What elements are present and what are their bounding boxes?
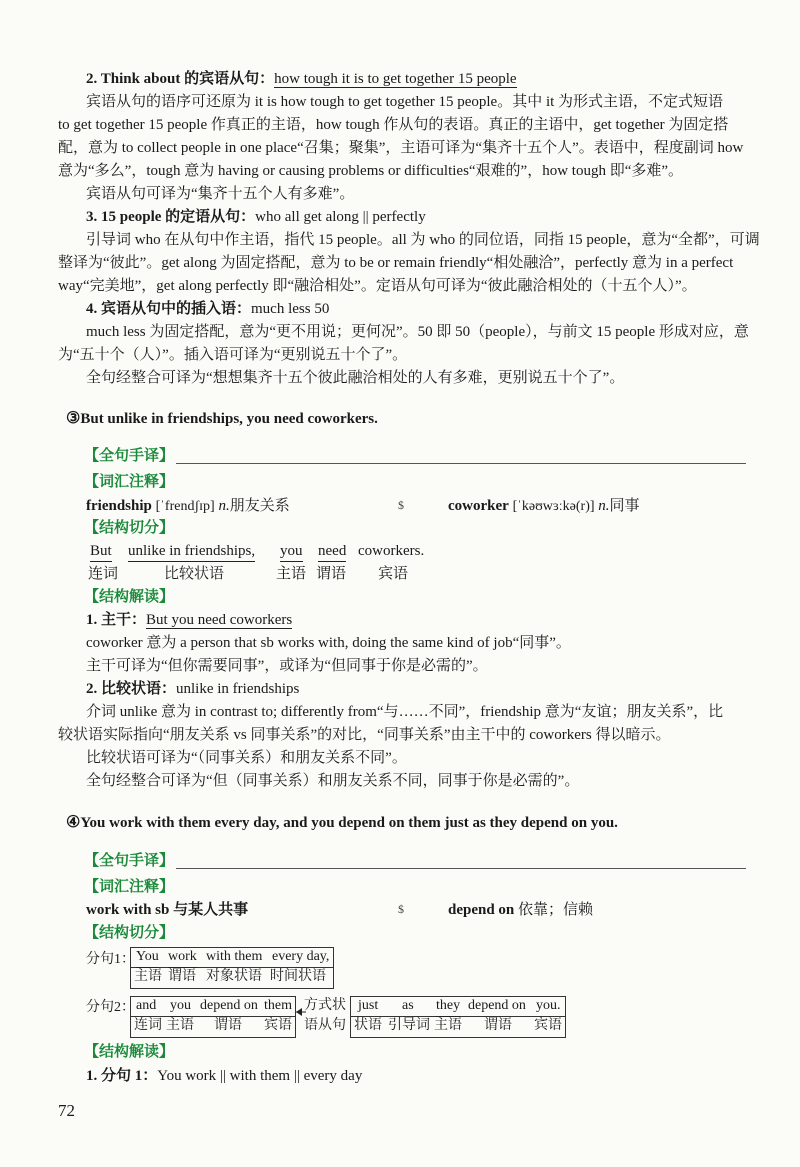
tag-structure: 【结构切分】 xyxy=(84,520,175,536)
summary-line: 全句经整合可译为“但（同事关系）和朋友关系不同，同事于你是必需的”。 xyxy=(86,773,580,789)
item3-clause: who all get along || perfectly xyxy=(255,209,426,225)
item3-para-line: 整译为“彼此”。get along 为固定搭配，意为 to be or remain friendly“相处融洽”，perfectly 意为 in a perfect xyxy=(58,255,734,271)
analysis-line: 主干可译为“但你需要同事”，或译为“但同事于你是必需的”。 xyxy=(86,658,488,674)
clause-role: 状语 xyxy=(354,1018,382,1033)
clause-role: 主语 xyxy=(434,1018,462,1033)
analysis-title: 2. 比较状语： xyxy=(86,681,177,697)
struct-role: 主语 xyxy=(276,566,307,582)
sentence4-text: You work with them every day, and you depend on them just as they depend on you. xyxy=(80,815,618,831)
struct-word: coworkers. xyxy=(358,543,425,559)
clause-word: work xyxy=(168,947,197,968)
vocab-entry xyxy=(448,900,593,920)
item4-clause: much less 50 xyxy=(251,301,330,317)
link-label-top: 方式状 xyxy=(304,998,346,1013)
clause-word: depend on xyxy=(200,998,258,1013)
item4-para-line: much less 为固定搭配，意为“更不用说；更何况”。50 即 50（people），与前文 15 people 形成对应，意 xyxy=(86,324,749,340)
item2-para-line: 意为“多么”，tough 意为 having or causing problems or difficulties“艰难的”，how tough 即“多难”。 xyxy=(58,163,684,179)
arrow-left-icon xyxy=(294,1006,346,1018)
item3-para-line: 引导词 who 在从句中作主语，指代 15 people。all 为 who 的同位语，同指 15 people，意为“全都”，可调 xyxy=(86,232,760,248)
clause-role: 谓语 xyxy=(214,1018,242,1033)
sentence4-number: ④ xyxy=(66,814,81,831)
sentence3-text: But unlike in friendships, you need coworkers. xyxy=(80,411,378,427)
link-label-bottom: 语从句 xyxy=(304,1018,346,1033)
clause-word: you. xyxy=(536,998,561,1013)
tag-vocab: 【词汇注释】 xyxy=(84,879,175,895)
clause-role: 时间状语 xyxy=(270,969,326,984)
item3-para-line: way“完美地”，get along perfectly 即“融洽相处”。定语从句可译为“彼此融洽相处的（十五个人）”。 xyxy=(58,278,697,294)
item2-heading xyxy=(86,69,517,89)
item3-heading xyxy=(86,207,426,227)
clause-word: depend on xyxy=(468,998,526,1013)
analysis-title: 1. 主干： xyxy=(86,612,147,628)
analysis-line: 介词 unlike 意为 in contrast to; differently from“与……不同”，friendship 意为“友谊；朋友关系”，比 xyxy=(86,704,724,720)
clause-role: 宾语 xyxy=(264,1018,292,1033)
struct-word: unlike in friendships, xyxy=(128,541,255,562)
analysis-clause: unlike in friendships xyxy=(176,681,300,697)
vocab-word: depend on xyxy=(448,902,515,918)
struct-word: But xyxy=(90,541,112,562)
clause2-label: 分句2： xyxy=(86,1000,135,1015)
vocab-meaning: 同事 xyxy=(609,498,640,514)
item4-title: 4. 宾语从句中的插入语： xyxy=(86,301,252,317)
vocab-entry xyxy=(86,900,248,920)
vocab-meaning: 依靠；信赖 xyxy=(518,902,594,918)
analysis-clause: You work || with them || every day xyxy=(157,1068,363,1084)
analysis-clause: But you need coworkers xyxy=(146,612,293,628)
analysis-line: 较状语实际指向“朋友关系 vs 同事关系”的对比，“同事关系”由主干中的 coworkers 得以暗示。 xyxy=(58,727,671,743)
vocab-phonetic: [ˈfrendʃɪp] xyxy=(155,499,215,514)
item2-title: 2. Think about 的宾语从句： xyxy=(86,71,275,87)
sentence4-header xyxy=(66,813,618,833)
clause1-label: 分句1： xyxy=(86,952,135,967)
clause-role: 谓语 xyxy=(484,1018,512,1033)
clause-role: 引导词 xyxy=(388,1018,430,1033)
struct-word: you xyxy=(280,541,303,562)
item3-title: 3. 15 people 的定语从句： xyxy=(86,209,256,225)
clause-word: just xyxy=(358,998,379,1013)
struct-role: 谓语 xyxy=(316,566,347,582)
sentence3-header xyxy=(66,409,378,429)
struct-role: 宾语 xyxy=(378,566,409,582)
summary-line: 全句经整合可译为“想想集齐十五个彼此融洽相处的人有多难，更别说五十个了”。 xyxy=(86,370,625,386)
clause-word: you xyxy=(170,996,191,1017)
clause-role: 宾语 xyxy=(534,1018,562,1033)
analysis-title: 1. 分句 1： xyxy=(86,1068,158,1084)
clause-word: with them xyxy=(206,949,263,964)
tag-translate: 【全句手译】 xyxy=(84,853,175,869)
clause-word: them xyxy=(264,998,292,1013)
item2-para-line: 宾语从句可译为“集齐十五个人有多难”。 xyxy=(86,186,355,202)
tag-structure: 【结构切分】 xyxy=(84,925,175,941)
analysis2-heading xyxy=(86,679,299,699)
struct-role: 连词 xyxy=(88,566,119,582)
vocab-word: friendship xyxy=(86,498,152,514)
item2-para-line: to get together 15 people 作真正的主语，how tough 作从句的表语。真正的主语中，get together 为固定搭 xyxy=(58,117,729,133)
sentence3-number: ③ xyxy=(66,410,81,427)
vocab-phrase: work with sb 与某人共事 xyxy=(86,902,249,918)
analysis1-heading xyxy=(86,1066,362,1086)
translation-blank[interactable] xyxy=(176,462,746,464)
vocab-entry xyxy=(86,496,290,517)
clause-role: 谓语 xyxy=(168,969,196,984)
tag-analysis: 【结构解读】 xyxy=(84,589,175,605)
tag-translate: 【全句手译】 xyxy=(84,448,175,464)
vocab-phonetic: [ˈkəʊwɜːkə(r)] xyxy=(512,499,595,514)
vocab-pos: n. xyxy=(598,498,610,514)
item4-heading xyxy=(86,299,329,319)
clause-word: and xyxy=(136,998,157,1013)
translation-blank[interactable] xyxy=(176,867,746,869)
clause-word: You xyxy=(136,947,159,968)
item4-para-line: 为“五十个（人）”。插入语可译为“更别说五十个了”。 xyxy=(58,347,408,363)
tag-analysis: 【结构解读】 xyxy=(84,1044,175,1060)
clause-role: 连词 xyxy=(134,1018,162,1033)
vocab-pos: n. xyxy=(218,498,230,514)
vocab-word: coworker xyxy=(448,498,509,514)
struct-word: need xyxy=(318,541,346,562)
clause-word: they xyxy=(436,996,460,1017)
clause-role: 对象状语 xyxy=(206,969,262,984)
analysis-line: coworker 意为 a person that sb works with, doing the same kind of job“同事”。 xyxy=(86,635,571,651)
clause-role: 主语 xyxy=(166,1018,194,1033)
clause-word: every day, xyxy=(272,949,330,964)
analysis-line: 比较状语可译为“（同事关系）和朋友关系不同”。 xyxy=(86,750,407,766)
vocab-meaning: 朋友关系 xyxy=(229,498,290,514)
item2-para-line: 配，意为 to collect people in one place“召集；聚集”，主语可译为“集齐十五个人”。表语中，程度副词 how xyxy=(58,140,744,156)
page-number: 72 xyxy=(58,1101,75,1120)
vocab-entry xyxy=(448,496,640,517)
struct-role: 比较状语 xyxy=(164,566,225,582)
item2-para-line: 宾语从句的语序可还原为 it is how tough to get together 15 people。其中 it 为形式主语，不定式短语 xyxy=(86,94,724,110)
tag-vocab: 【词汇注释】 xyxy=(84,474,175,490)
separator-icon: $ xyxy=(398,498,404,512)
item2-clause: how tough it is to get together 15 people xyxy=(274,71,517,87)
analysis1-heading xyxy=(86,610,292,630)
separator-icon: $ xyxy=(398,902,404,916)
clause-word: as xyxy=(402,998,414,1013)
clause-role: 主语 xyxy=(134,969,162,984)
